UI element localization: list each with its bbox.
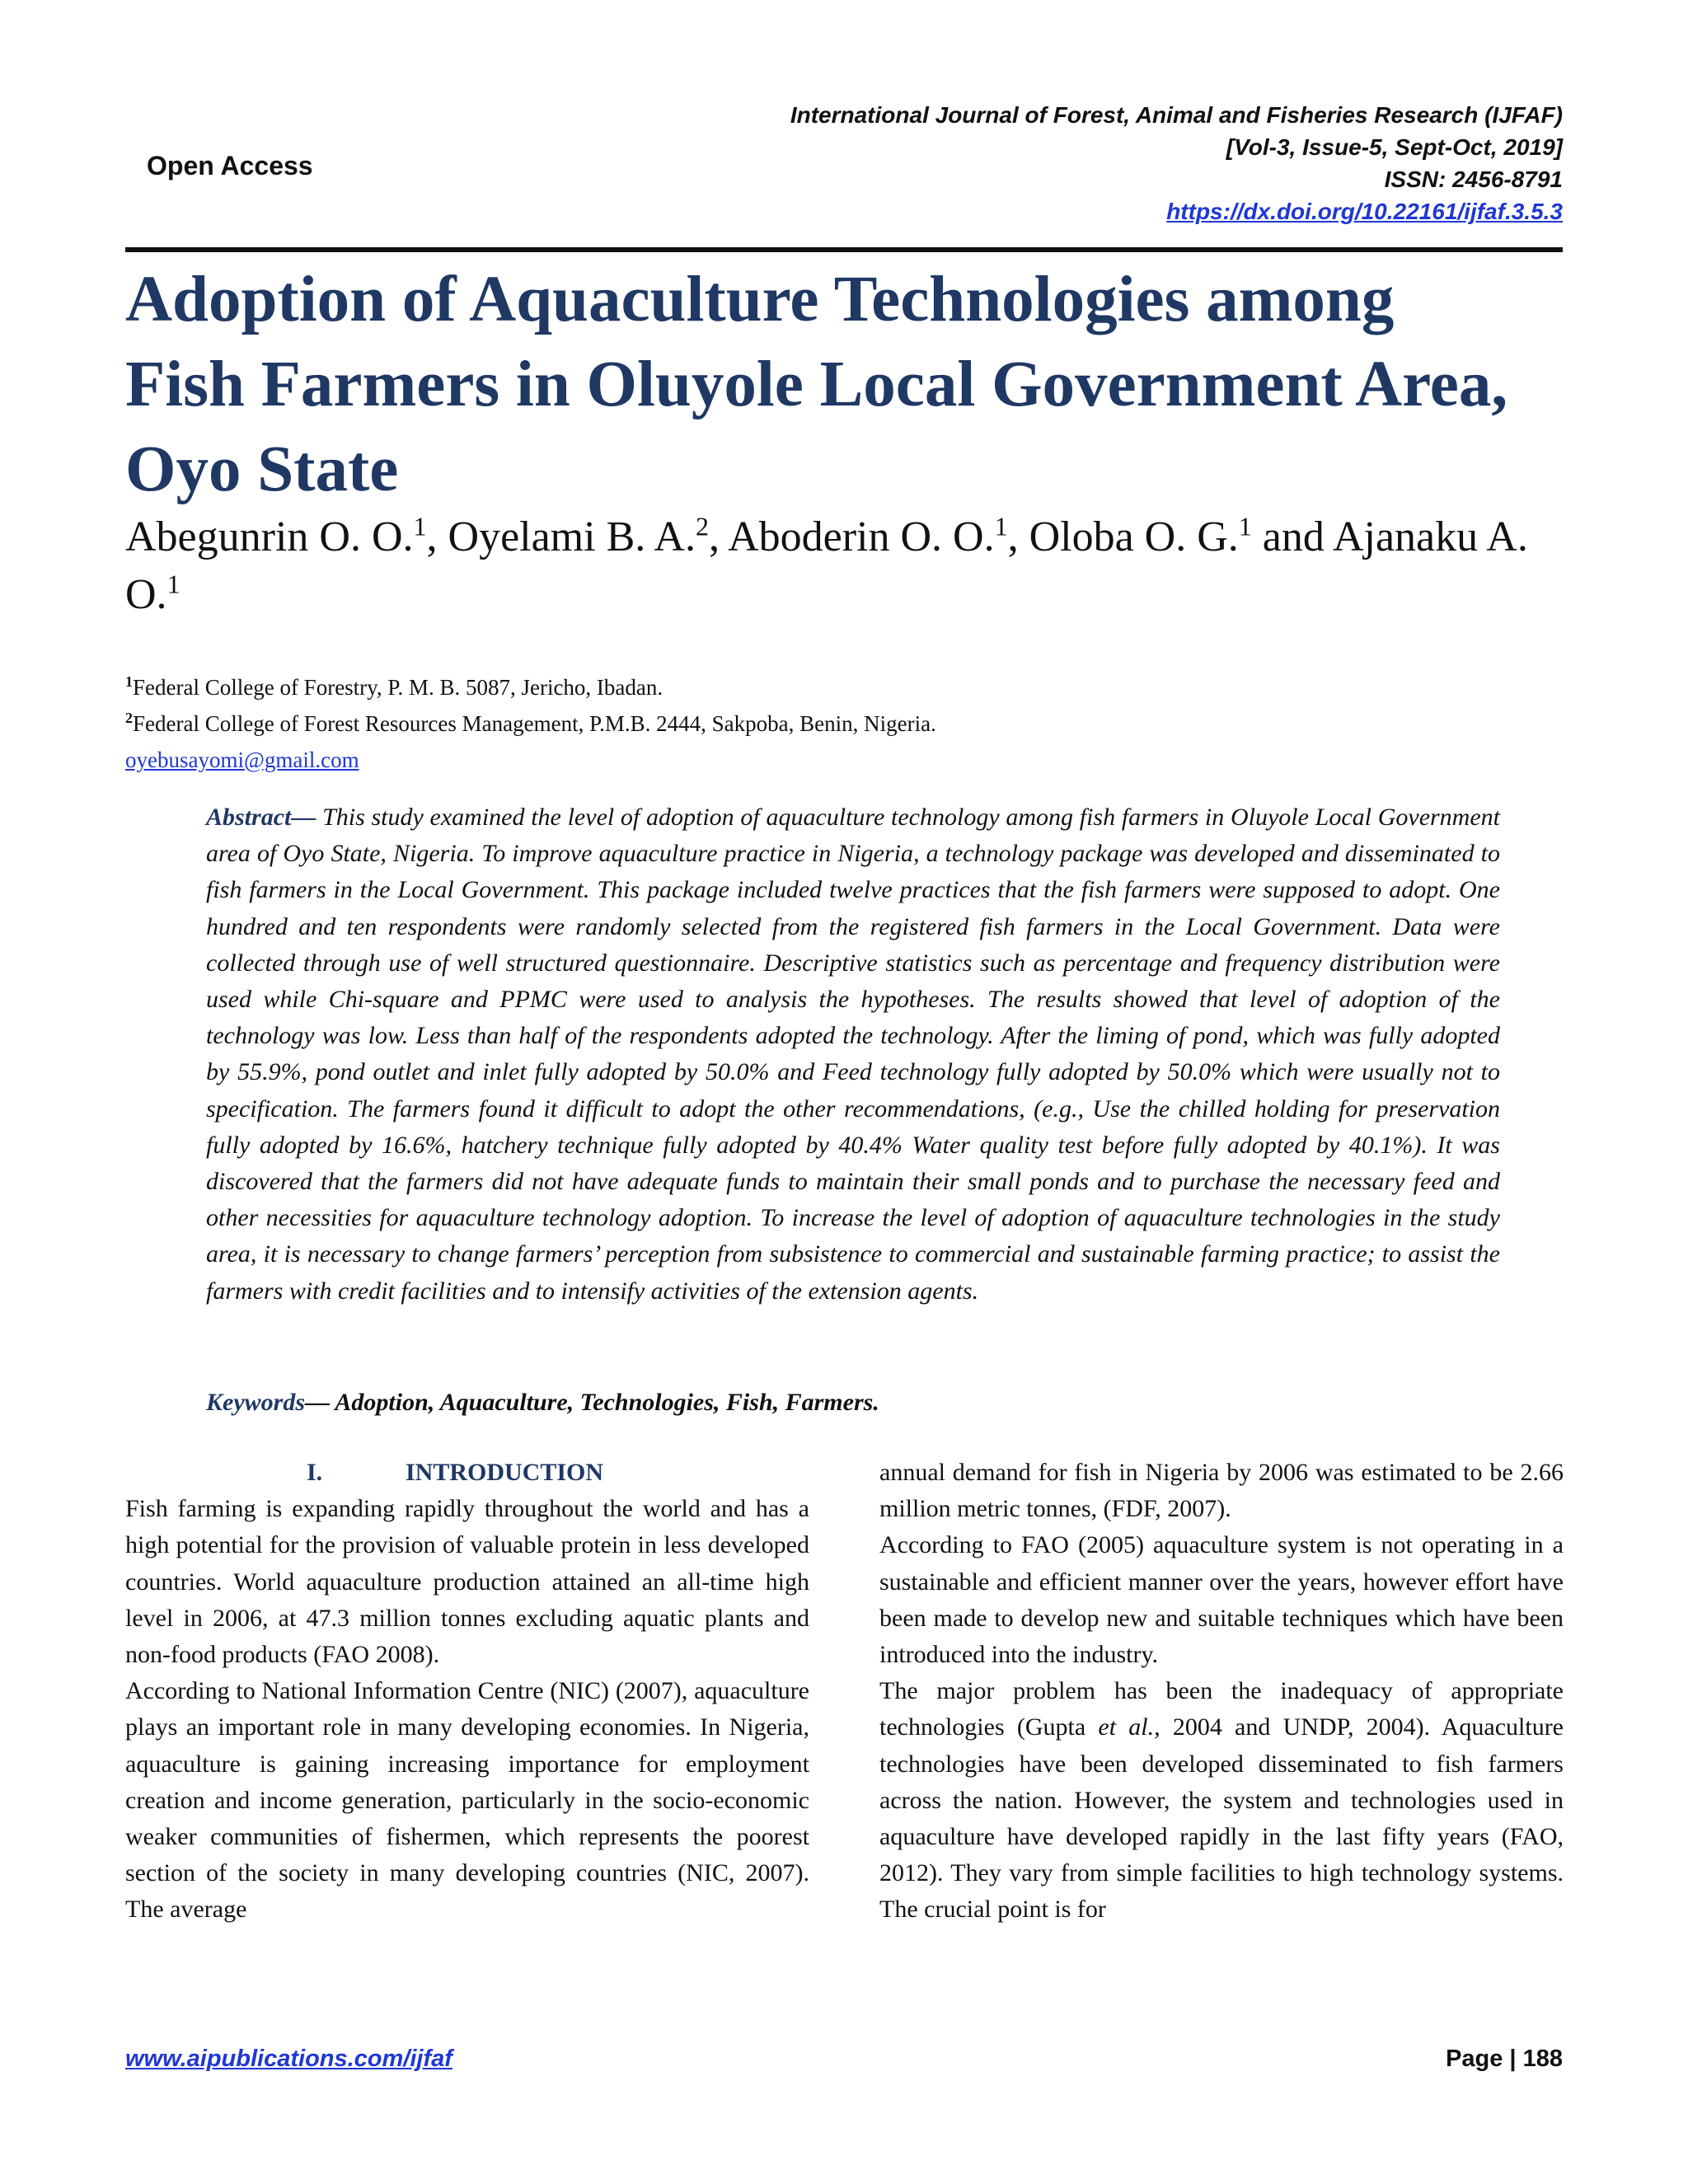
author-list bbox=[125, 509, 1576, 624]
author-affil-sup: 1 bbox=[994, 511, 1008, 541]
paragraph bbox=[879, 1673, 1564, 1928]
page-number: Page | 188 bbox=[1446, 2046, 1563, 2072]
section-number: I. bbox=[307, 1459, 323, 1486]
affiliation-sup: 2 bbox=[125, 710, 133, 726]
abstract bbox=[206, 799, 1500, 1310]
journal-volume: [Vol-3, Issue-5, Sept-Oct, 2019] bbox=[1226, 134, 1563, 160]
doi-link[interactable]: https://dx.doi.org/10.22161/ijfaf.3.5.3 bbox=[1166, 199, 1563, 224]
section-title: INTRODUCTION bbox=[406, 1459, 604, 1486]
author-affil-sup: 1 bbox=[413, 511, 427, 541]
keywords bbox=[206, 1385, 1500, 1421]
paragraph-text: The major problem has been the inadequacy of appropriate technologies (Gupta bbox=[879, 1677, 1564, 1741]
author-name: , Oyelami B. A. bbox=[426, 513, 696, 560]
website-link[interactable]: www.aipublications.com/ijfaf bbox=[125, 2046, 452, 2072]
abstract-label: Abstract— bbox=[206, 804, 316, 831]
body-column-right bbox=[879, 1455, 1564, 1929]
email-link[interactable]: oyebusayomi@gmail.com bbox=[125, 748, 359, 772]
author-affil-sup: 2 bbox=[695, 511, 709, 541]
author-name: , Aboderin O. O. bbox=[708, 513, 995, 560]
citation-etal: et al., bbox=[1098, 1713, 1160, 1741]
keywords-text: — Adoption, Aquaculture, Technologies, Fish, Farmers. bbox=[305, 1389, 879, 1416]
author-affil-sup: 1 bbox=[166, 569, 181, 599]
journal-header bbox=[790, 99, 1563, 227]
affiliation bbox=[125, 705, 1526, 742]
title-line: Adoption of Aquaculture Technologies among bbox=[125, 264, 1395, 335]
author-name: Abegunrin O. O. bbox=[125, 513, 414, 560]
paper-title bbox=[125, 257, 1576, 512]
author-name: and Ajanaku A. O. bbox=[125, 513, 1528, 618]
paragraph: According to National Information Centre (NIC) (2007), aquaculture plays an important role in many developing economies. In Nigeria, aquaculture is gaining increasing importance for employment creation and income generation, particularly in the socio-economic weaker communities of fishermen, which represents the poorest section of the society in many developing countries (NIC, 2007). The average bbox=[125, 1677, 809, 1924]
affiliation-text: Federal College of Forest Resources Management, P.M.B. 2444, Sakpoba, Benin, Nigeria. bbox=[133, 711, 936, 736]
section-heading bbox=[125, 1455, 809, 1491]
affiliation bbox=[125, 669, 1526, 705]
affiliation-sup: 1 bbox=[125, 673, 133, 690]
title-line: Oyo State bbox=[125, 434, 399, 505]
keywords-label: Keywords bbox=[206, 1389, 305, 1416]
author-name: , Oloba O. G. bbox=[1007, 513, 1239, 560]
affiliations bbox=[125, 669, 1526, 778]
paragraph: Fish farming is expanding rapidly throughout the world and has a high potential for the provision of valuable protein in less developed countries. World aquaculture production attained an all-time high level in 2006, at 47.3 million tonnes excluding aquatic plants and non-food products (FAO 2008). bbox=[125, 1495, 809, 1668]
paragraph: annual demand for fish in Nigeria by 2006 was estimated to be 2.66 million metric tonnes, (FDF, 2007). bbox=[879, 1459, 1564, 1523]
title-line: Fish Farmers in Oluyole Local Government Area, bbox=[125, 349, 1508, 420]
open-access-label: Open Access bbox=[147, 151, 313, 180]
body-column-left bbox=[125, 1455, 809, 1929]
paragraph-text: 2004 and UNDP, 2004). Aquaculture technologies have been developed disseminated to fish farmers across the nation. However, the system and technologies used in aquaculture have developed rapidly in the last fifty years (FAO, 2012). They vary from simple facilities to high technology systems. The crucial point is for bbox=[879, 1713, 1564, 1924]
journal-issn: ISSN: 2456-8791 bbox=[1384, 166, 1563, 192]
journal-name: International Journal of Forest, Animal and Fisheries Research (IJFAF) bbox=[790, 102, 1563, 128]
author-affil-sup: 1 bbox=[1238, 511, 1252, 541]
abstract-text: This study examined the level of adoption of aquaculture technology among fish farmers in Oluyole Local Government area of Oyo State, Nigeria. To improve aquaculture practice in Nigeria, a technology package was developed and disseminated to fish farmers in the Local Government. This package included twelve practices that the fish farmers were supposed to adopt. One hundred and ten respondents were randomly selected from the registered fish farmers in the Local Government. Data were collected through use of well structured questionnaire. Descriptive statistics such as percentage and frequency distribution were used while Chi-square and PPMC were used to analysis the hypotheses. The results showed that level of adoption of the technology was low. Less than half of the respondents adopted the technology. After the liming of pond, which was fully adopted by 55.9%, pond outlet and inlet fully adopted by 50.0% and Feed technology fully adopted by 50.0% which were usually not to specification. The farmers found it difficult to adopt the other recommendations, (e.g., Use the chilled holding for preservation fully adopted by 16.6%, hatchery technique fully adopted by 40.4% Water quality test before fully adopted by 40.1%). It was discovered that the farmers did not have adequate funds to maintain their small ponds and to purchase the necessary feed and other necessities for aquaculture technology adoption. To increase the level of adoption of aquaculture technologies in the study area, it is necessary to change farmers’ perception from subsistence to commercial and sustainable farming practice; to assist the farmers with credit facilities and to intensify activities of the extension agents. bbox=[206, 804, 1500, 1305]
affiliation-text: Federal College of Forestry, P. M. B. 5087, Jericho, Ibadan. bbox=[133, 675, 663, 700]
header-divider bbox=[125, 247, 1563, 252]
paragraph: According to FAO (2005) aquaculture system is not operating in a sustainable and efficient manner over the years, however effort have been made to develop new and suitable techniques which have been introduced into the industry. bbox=[879, 1531, 1564, 1669]
